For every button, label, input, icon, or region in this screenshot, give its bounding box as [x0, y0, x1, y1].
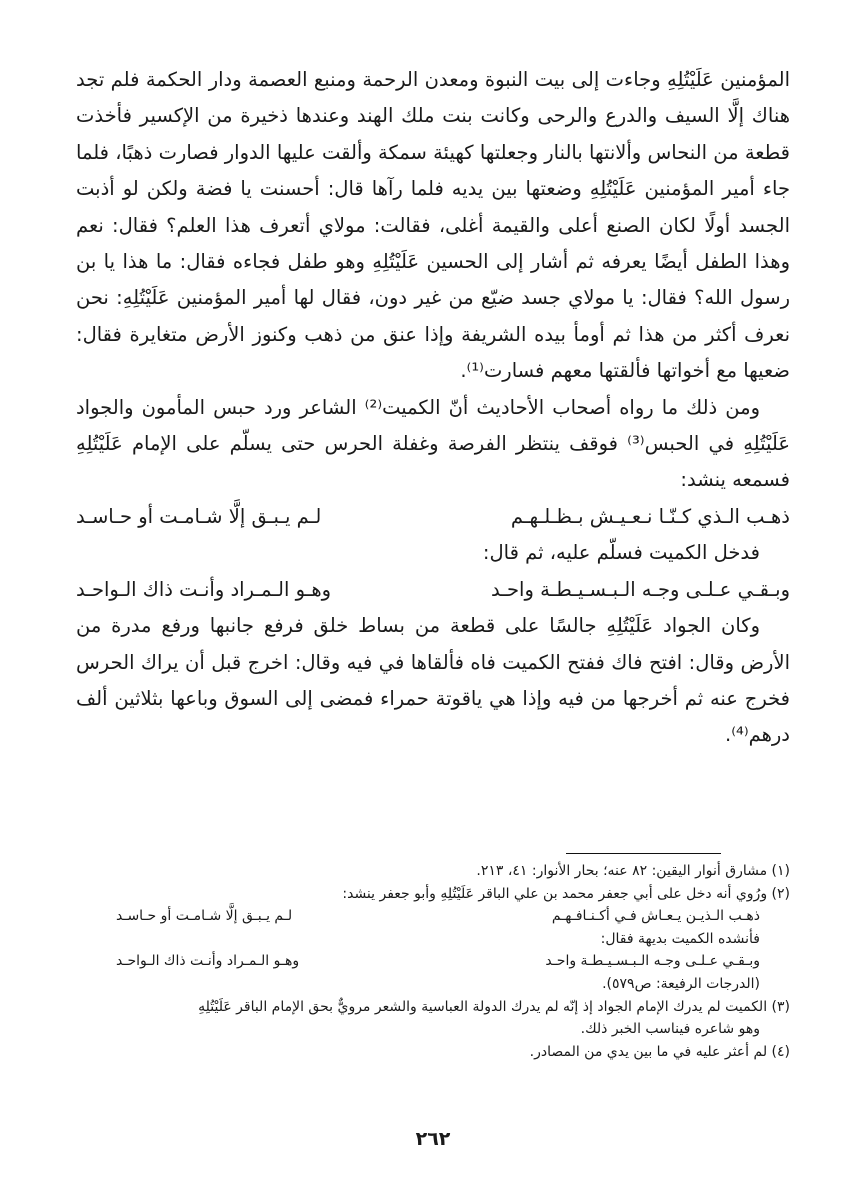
- paragraph-2: ومن ذلك ما رواه أصحاب الأحاديث أنّ الكميت⁽²⁾ الشاعر ورد حبس المأمون والجواد عَلَيْتُلِهِ في الحبس⁽³⁾ فوقف ينتظر الفرصة وغفلة الحرس حتى يسلّم على الإمام عَلَيْتُلِهِ فسمعه ينشد:: [76, 395, 790, 492]
- paragraph-4: وكان الجواد عَلَيْتُلِهِ جالسًا على قطعة من بساط خلق فرفع جانبها ورفع مدرة من الأرض وقال: افتح فاك ففتح الكميت فاه فألقاها في فيه وقال: اخرج قبل أن يراك الحرس فخرج عنه ثم أخرجها من فيه وإذا هي ياقوتة حمراء فمضى إلى السوق وباعها بثلاثين ألف درهم⁽⁴⁾.: [76, 614, 790, 747]
- footnote-2-verse-2: [76, 950, 790, 973]
- poem-verse-1: [76, 499, 790, 535]
- footnotes: [76, 860, 790, 1063]
- footnote-3: (٣) الكميت لم يدرك الإمام الجواد إذ إنّه لم يدرك الدولة العباسية والشعر مرويٌّ بحق الإمام الباقر عَلَيْتُلِهِ: [198, 998, 790, 1015]
- footnote-2-verse-1-second: لـم يـبـق إلَّا شـامـت أو حـاسـد: [116, 908, 293, 925]
- verse-1-second-hemistich: لـم يـبـق إلَّا شـامـت أو حـاسـد: [76, 504, 322, 528]
- footnote-2: (٢) ورُوي أنه دخل على أبي جعفر محمد بن علي الباقر عَلَيْتُلِهِ وأبو جعفر ينشد:: [342, 885, 790, 902]
- footnote-1: (١) مشارق أنوار اليقين: ٨٢ عنه؛ بحار الأنوار: ٤١، ٢١٣.: [476, 863, 790, 879]
- footnote-2-source: (الدرجات الرفيعة: ص٥٧٩).: [602, 975, 760, 992]
- footnote-2-verse-1: [76, 905, 790, 928]
- paragraph-3: فدخل الكميت فسلّم عليه، ثم قال:: [482, 541, 760, 565]
- verse-1-first-hemistich: ذهـب الـذي كـنّـا نـعـيـش بـظـلـهـم: [510, 504, 790, 528]
- paragraph-1: المؤمنين عَلَيْتُلِهِ وجاءت إلى بيت النبوة ومعدن الرحمة ومنبع العصمة ودار الحكمة فلم تجد هناك إلَّا السيف والدرع والرحى وكانت بنت ملك الهند وعندها ذخيرة من الإكسير فأخذت قطعة من النحاس وألانتها بالنار وجعلتها كهيئة سمكة وألقت عليها الدوار فصارت ذهبًا، فلما جاء أمير المؤمنين عَلَيْتُلِهِ وضعتها بين يديه فلما رآها قال: أحسنت يا فضة ولكن لو أذبت الجسد أولًا لكان الصنع أعلى والقيمة أغلى، فقالت: مولاي أتعرف هذا العلم؟ فقال: نعم وهذا الطفل أيضًا يعرفه ثم أشار إلى الحسين عَلَيْتُلِهِ وهو طفل فجاءه فقال: ما هذا يا بن رسول الله؟ فقال: يا مولاي جسد ضيّع من غير دون، فقال لها أمير المؤمنين عَلَيْتُلِهِ: نحن نعرف أكثر من هذا ثم أومأ بيده الشريفة وإذا عنق من ذهب وكنوز الأرض متغايرة فقال: ضعيها مع أخواتها فألقتها معهم فسارت⁽¹⁾.: [76, 68, 790, 383]
- footnote-2-verse-2-second: وهـو الـمـراد وأنـت ذاك الـواحـد: [116, 953, 300, 970]
- page-number: ٢٦٢: [415, 1128, 451, 1150]
- poem-verse-2: [76, 572, 790, 608]
- verse-2-second-hemistich: وهـو الـمـراد وأنـت ذاك الـواحـد: [76, 577, 332, 601]
- verse-2-first-hemistich: وبـقـي عـلـى وجـه الـبـسـيـطـة واحـد: [491, 577, 790, 601]
- footnote-2-verse-1-first: ذهـب الـذيـن يـعـاش فـي أكـنـافـهـم: [551, 908, 760, 925]
- main-text: [76, 62, 790, 754]
- footnote-4: (٤) لم أعثر عليه في ما بين يدي من المصادر.: [529, 1043, 790, 1060]
- footnote-2-middle-line: فأنشده الكميت بديهة فقال:: [600, 930, 760, 947]
- footnote-separator: [566, 853, 721, 854]
- footnote-3-continuation: وهو شاعره فيناسب الخبر ذلك.: [580, 1021, 760, 1038]
- footnote-2-verse-2-first: وبـقـي عـلـى وجـه الـبـسـيـطـة واحـد: [545, 953, 760, 970]
